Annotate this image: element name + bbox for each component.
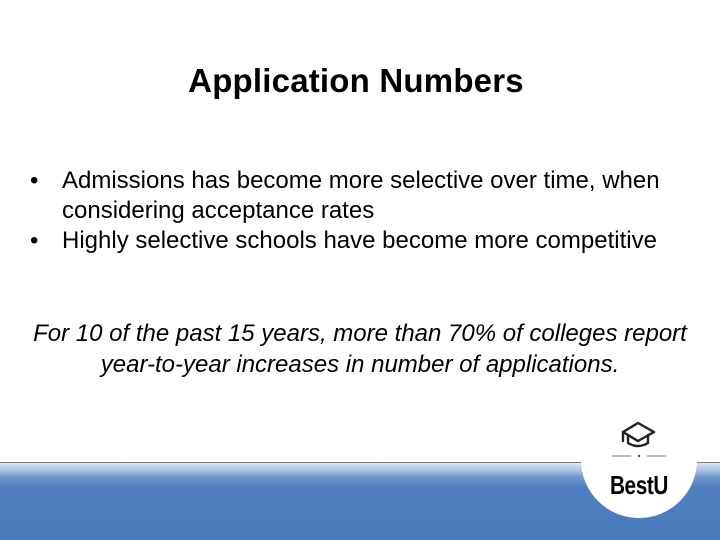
- slide-title: Application Numbers: [188, 62, 524, 99]
- bullet-list: [30, 166, 710, 256]
- brand-logo: [568, 410, 710, 522]
- bullet-marker: •: [30, 227, 39, 254]
- brand-name: BestU: [609, 470, 669, 500]
- callout-text: For 10 of the past 15 years, more than 70% of colleges report year-to-year increases in number of applications.: [33, 320, 687, 378]
- bullet-item: [30, 226, 710, 256]
- bullet-text: Highly selective schools have become more competitive: [62, 227, 657, 254]
- bullet-item: [30, 166, 710, 226]
- bullet-text: Admissions has become more selective over time, when considering acceptance rates: [62, 167, 660, 224]
- bullet-marker: •: [30, 167, 39, 194]
- logo-badge-shape: [568, 410, 710, 522]
